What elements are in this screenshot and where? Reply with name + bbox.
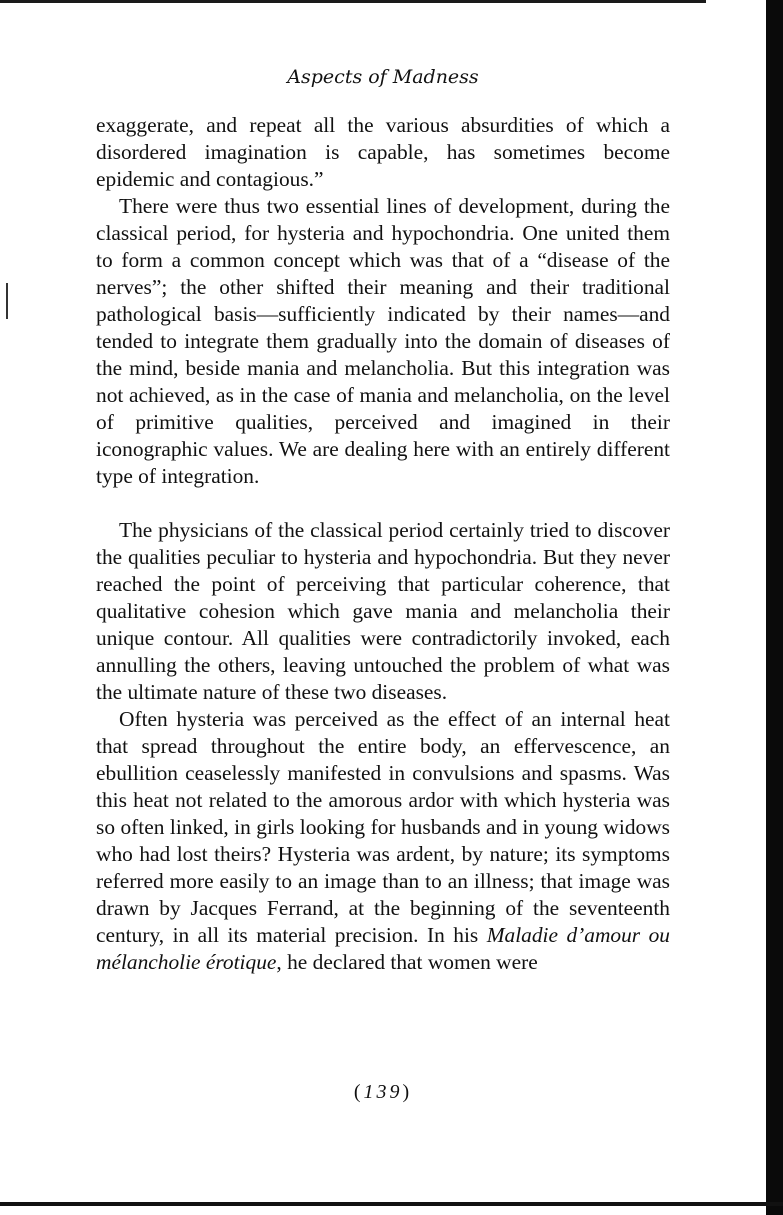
top-scan-border — [0, 0, 706, 3]
book-title: Maladie d’amour ou mélancholie érotique — [96, 923, 670, 974]
bottom-scan-border — [0, 1202, 783, 1206]
page-number — [0, 1081, 766, 1104]
page-number-close: ) — [402, 1081, 413, 1103]
page-number-open: ( — [353, 1081, 364, 1103]
body-text — [96, 112, 670, 976]
page-number-value: 139 — [363, 1081, 403, 1103]
paragraph-text: , he declared that women were — [276, 950, 538, 974]
margin-mark — [6, 283, 8, 319]
paragraph-section-start: The physicians of the classical period certainly tried to discover the qualities peculiar to hysteria and hypochondria. But they never reached the point of perceiving that particular coherence, that qualitative cohesion which gave mania and melancholia their unique contour. All qualities were contradictorily invoked, each annulling the others, leaving untouched the problem of what was the ultimate nature of these two diseases. — [96, 518, 670, 704]
paragraph-continued: exaggerate, and repeat all the various absurdities of which a disordered imagination is capable, has sometimes become epidemic and contagious.” — [96, 113, 670, 191]
paragraph — [96, 706, 670, 976]
running-head: Aspects of Madness — [287, 66, 479, 88]
right-scan-border — [766, 0, 783, 1215]
paragraph: There were thus two essential lines of development, during the classical period, for hysteria and hypochondria. One united them to form a common concept which was that of a “disease of the nerves”; the other shifted their meaning and their traditional pathological basis—sufficiently indicated by their names—and tended to integrate them gradually into the domain of diseases of the mind, beside mania and melancholia. But this integration was not achieved, as in the case of mania and melancholia, on the level of primitive qualities, perceived and imagined in their iconographic values. We are dealing here with an entirely different type of integration. — [96, 194, 670, 488]
paragraph-text: Often hysteria was perceived as the effect of an internal heat that spread throughout the entire body, an effervescence, an ebullition ceaselessly manifested in convulsions and spasms. Was this heat not related to the amorous ardor with which hysteria was so often linked, in girls looking for husbands and in young widows who had lost theirs? Hysteria was ardent, by nature; its symptoms referred more easily to an image than to an illness; that image was drawn by Jacques Ferrand, at the beginning of the seventeenth century, in all its material precision. In his — [96, 707, 670, 947]
